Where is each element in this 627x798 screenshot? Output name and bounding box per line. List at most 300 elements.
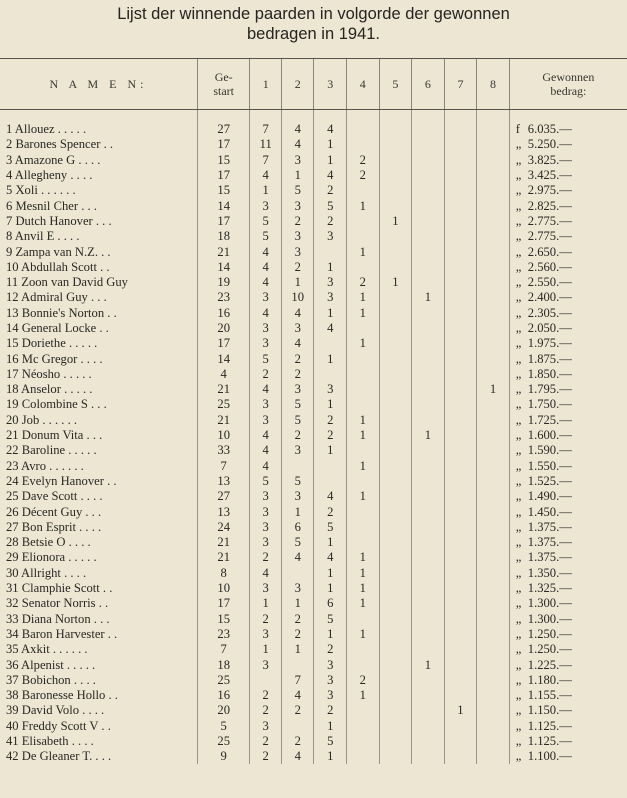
- place-1-cell: 3: [250, 198, 282, 213]
- place-5-cell: [379, 459, 412, 474]
- place-1-cell: 2: [250, 734, 282, 749]
- amount-value: 1.600.—: [527, 428, 572, 443]
- amount-cell: [509, 489, 627, 504]
- place-3-cell: 4: [314, 321, 347, 336]
- place-6-cell: [412, 214, 445, 229]
- place-5-cell: [379, 290, 412, 305]
- place-7-cell: [444, 336, 477, 351]
- table-row: [0, 474, 627, 489]
- place-6-cell: [412, 397, 445, 412]
- currency-mark: „: [515, 259, 522, 274]
- place-6-cell: 1: [412, 657, 445, 672]
- page-title: [0, 4, 627, 44]
- place-7-cell: [444, 443, 477, 458]
- place-8-cell: [477, 673, 510, 688]
- amount-value: 5.250.—: [527, 137, 572, 152]
- started-cell: 21: [197, 535, 250, 550]
- place-5-cell: [379, 657, 412, 672]
- place-8-cell: [477, 336, 510, 351]
- table-row: [0, 566, 627, 581]
- place-3-cell: [314, 336, 347, 351]
- amount-value: 1.725.—: [527, 412, 572, 427]
- header-place-3: 3: [314, 59, 347, 110]
- place-4-cell: 2: [347, 673, 380, 688]
- started-cell: 9: [197, 749, 250, 764]
- place-8-cell: [477, 504, 510, 519]
- horse-name-cell: 14 General Locke . .: [6, 321, 109, 335]
- table-row: [0, 367, 627, 382]
- place-4-cell: [347, 504, 380, 519]
- place-4-cell: 2: [347, 168, 380, 183]
- horse-name-cell: 23 Avro . . . . . .: [6, 458, 84, 473]
- place-7-cell: [444, 673, 477, 688]
- place-1-cell: 7: [250, 153, 282, 168]
- place-5-cell: [379, 673, 412, 688]
- horse-name-cell: 34 Baron Harvester . .: [6, 626, 118, 641]
- place-6-cell: [412, 168, 445, 183]
- place-3-cell: 5: [314, 198, 347, 213]
- place-4-cell: [347, 719, 380, 734]
- horse-name-cell: 17 Néosho . . . . .: [6, 366, 92, 381]
- place-7-cell: [444, 535, 477, 550]
- place-4-cell: 1: [347, 428, 380, 443]
- table-row: [0, 550, 627, 565]
- place-8-cell: [477, 198, 510, 213]
- currency-mark: „: [515, 397, 522, 412]
- table-row: [0, 504, 627, 519]
- place-2-cell: 4: [281, 110, 314, 138]
- place-8-cell: [477, 229, 510, 244]
- header-place-4: 4: [347, 59, 380, 110]
- place-7-cell: [444, 489, 477, 504]
- started-cell: 10: [197, 428, 250, 443]
- place-6-cell: [412, 137, 445, 152]
- place-4-cell: [347, 703, 380, 718]
- place-1-cell: 4: [250, 459, 282, 474]
- place-1-cell: [250, 673, 282, 688]
- table-row: [0, 581, 627, 596]
- place-6-cell: [412, 459, 445, 474]
- place-1-cell: 7: [250, 110, 282, 138]
- place-5-cell: [379, 198, 412, 213]
- place-8-cell: [477, 596, 510, 611]
- place-8-cell: [477, 183, 510, 198]
- amount-value: 1.750.—: [527, 397, 572, 412]
- place-8-cell: [477, 657, 510, 672]
- place-2-cell: 2: [281, 612, 314, 627]
- amount-value: 1.375.—: [527, 519, 572, 534]
- place-8-cell: [477, 351, 510, 366]
- place-2-cell: 4: [281, 137, 314, 152]
- started-cell: 18: [197, 657, 250, 672]
- started-cell: 8: [197, 566, 250, 581]
- place-6-cell: [412, 581, 445, 596]
- table-row: [0, 214, 627, 229]
- place-7-cell: [444, 459, 477, 474]
- currency-mark: „: [515, 703, 522, 718]
- place-2-cell: 5: [281, 397, 314, 412]
- amount-cell: [509, 351, 627, 366]
- currency-mark: „: [515, 718, 522, 733]
- currency-mark: „: [515, 657, 522, 672]
- currency-mark: „: [515, 428, 522, 443]
- place-2-cell: 4: [281, 550, 314, 565]
- amount-cell: [509, 566, 627, 581]
- place-7-cell: [444, 474, 477, 489]
- amount-cell: [509, 367, 627, 382]
- place-8-cell: [477, 566, 510, 581]
- horse-name-cell: 37 Bobichon . . . .: [6, 672, 96, 687]
- table-row: [0, 535, 627, 550]
- place-4-cell: 1: [347, 550, 380, 565]
- place-3-cell: 2: [314, 214, 347, 229]
- amount-value: 1.300.—: [527, 611, 572, 626]
- currency-mark: „: [515, 581, 522, 596]
- place-8-cell: [477, 260, 510, 275]
- place-7-cell: [444, 321, 477, 336]
- place-1-cell: 3: [250, 397, 282, 412]
- place-2-cell: 7: [281, 673, 314, 688]
- place-6-cell: [412, 673, 445, 688]
- place-5-cell: [379, 688, 412, 703]
- place-6-cell: [412, 351, 445, 366]
- place-7-cell: [444, 214, 477, 229]
- place-8-cell: [477, 474, 510, 489]
- place-8-cell: [477, 734, 510, 749]
- amount-value: 1.875.—: [527, 351, 572, 366]
- place-5-cell: [379, 137, 412, 152]
- place-2-cell: 5: [281, 535, 314, 550]
- amount-value: 1.525.—: [527, 473, 572, 488]
- started-cell: 16: [197, 688, 250, 703]
- table-row: [0, 443, 627, 458]
- table-row: [0, 321, 627, 336]
- place-2-cell: 3: [281, 153, 314, 168]
- place-3-cell: 1: [314, 397, 347, 412]
- place-8-cell: [477, 306, 510, 321]
- amount-cell: [509, 688, 627, 703]
- started-cell: 27: [197, 489, 250, 504]
- amount-cell: [509, 168, 627, 183]
- place-2-cell: 2: [281, 367, 314, 382]
- started-cell: 20: [197, 321, 250, 336]
- place-8-cell: [477, 749, 510, 764]
- table-row: [0, 168, 627, 183]
- amount-value: 1.795.—: [527, 382, 572, 397]
- place-2-cell: 2: [281, 260, 314, 275]
- started-cell: 4: [197, 367, 250, 382]
- horse-name-cell: 18 Anselor . . . . .: [6, 382, 93, 397]
- place-1-cell: 3: [250, 627, 282, 642]
- place-2-cell: 4: [281, 749, 314, 764]
- place-1-cell: 4: [250, 275, 282, 290]
- place-6-cell: [412, 535, 445, 550]
- started-cell: 10: [197, 581, 250, 596]
- place-2-cell: 5: [281, 183, 314, 198]
- amount-cell: [509, 397, 627, 412]
- horse-name-cell: 6 Mesnil Cher . . .: [6, 198, 97, 213]
- horse-name-cell: 30 Allright . . . .: [6, 565, 87, 580]
- table-row: [0, 290, 627, 305]
- amount-cell: [509, 443, 627, 458]
- place-1-cell: 3: [250, 321, 282, 336]
- place-3-cell: 1: [314, 581, 347, 596]
- currency-mark: „: [515, 688, 522, 703]
- horse-name-cell: 25 Dave Scott . . . .: [6, 489, 103, 504]
- place-7-cell: [444, 642, 477, 657]
- place-4-cell: 1: [347, 489, 380, 504]
- started-cell: 7: [197, 642, 250, 657]
- currency-mark: „: [515, 412, 522, 427]
- place-3-cell: 5: [314, 734, 347, 749]
- place-4-cell: [347, 321, 380, 336]
- place-7-cell: [444, 229, 477, 244]
- currency-mark: „: [515, 672, 522, 687]
- place-5-cell: [379, 428, 412, 443]
- amount-value: 6.035.—: [527, 122, 572, 137]
- place-7-cell: [444, 351, 477, 366]
- horse-name-cell: 27 Bon Esprit . . . .: [6, 519, 102, 534]
- place-1-cell: 3: [250, 489, 282, 504]
- place-6-cell: [412, 734, 445, 749]
- amount-cell: [509, 520, 627, 535]
- place-1-cell: 1: [250, 183, 282, 198]
- currency-mark: „: [515, 611, 522, 626]
- place-6-cell: [412, 183, 445, 198]
- horse-name-cell: 12 Admiral Guy . . .: [6, 290, 107, 305]
- currency-mark: „: [515, 642, 522, 657]
- amount-value: 1.450.—: [527, 504, 572, 519]
- place-5-cell: 1: [379, 275, 412, 290]
- place-6-cell: [412, 110, 445, 138]
- horse-name-cell: 28 Betsie O . . . .: [6, 535, 91, 550]
- place-7-cell: [444, 719, 477, 734]
- currency-mark: „: [515, 198, 522, 213]
- place-1-cell: 3: [250, 719, 282, 734]
- place-8-cell: [477, 214, 510, 229]
- horse-name-cell: 8 Anvil E . . . .: [6, 229, 80, 244]
- place-3-cell: [314, 244, 347, 259]
- place-1-cell: 3: [250, 413, 282, 428]
- place-3-cell: 2: [314, 183, 347, 198]
- place-2-cell: 3: [281, 382, 314, 397]
- place-8-cell: [477, 367, 510, 382]
- amount-value: 2.550.—: [527, 275, 572, 290]
- amount-value: 1.975.—: [527, 336, 572, 351]
- place-1-cell: 4: [250, 306, 282, 321]
- place-8-cell: [477, 137, 510, 152]
- place-3-cell: 4: [314, 168, 347, 183]
- place-4-cell: [347, 367, 380, 382]
- place-2-cell: 2: [281, 703, 314, 718]
- horse-name-cell: 40 Freddy Scott V . .: [6, 718, 111, 733]
- place-2-cell: 2: [281, 214, 314, 229]
- table-row: [0, 719, 627, 734]
- table-row: [0, 351, 627, 366]
- amount-cell: [509, 290, 627, 305]
- amount-value: 2.400.—: [527, 290, 572, 305]
- horse-name-cell: 22 Baroline . . . . .: [6, 443, 97, 458]
- currency-mark: „: [515, 351, 522, 366]
- started-cell: 25: [197, 397, 250, 412]
- header-amount-line-2: bedrag:: [550, 84, 587, 98]
- currency-mark: „: [515, 137, 522, 152]
- started-cell: 19: [197, 275, 250, 290]
- place-4-cell: 2: [347, 153, 380, 168]
- place-5-cell: [379, 397, 412, 412]
- started-cell: 17: [197, 137, 250, 152]
- place-2-cell: [281, 459, 314, 474]
- place-4-cell: [347, 183, 380, 198]
- place-7-cell: 1: [444, 703, 477, 718]
- place-2-cell: 1: [281, 168, 314, 183]
- header-amount: [509, 59, 627, 110]
- amount-value: 1.180.—: [527, 672, 572, 687]
- place-3-cell: [314, 474, 347, 489]
- amount-value: 1.155.—: [527, 688, 572, 703]
- started-cell: 21: [197, 382, 250, 397]
- header-started-line-2: start: [213, 84, 235, 98]
- title-line-2: bedragen in 1941.: [246, 25, 381, 43]
- horse-name-cell: 15 Doriethe . . . . .: [6, 336, 98, 351]
- horse-name-cell: 21 Donum Vita . . .: [6, 428, 103, 443]
- table-row: [0, 673, 627, 688]
- place-6-cell: [412, 688, 445, 703]
- header-place-2: 2: [281, 59, 314, 110]
- table-row: [0, 382, 627, 397]
- currency-mark: „: [515, 305, 522, 320]
- amount-cell: [509, 719, 627, 734]
- place-3-cell: 2: [314, 413, 347, 428]
- place-4-cell: [347, 229, 380, 244]
- place-5-cell: [379, 321, 412, 336]
- place-4-cell: [347, 397, 380, 412]
- started-cell: 23: [197, 627, 250, 642]
- place-3-cell: 3: [314, 657, 347, 672]
- place-3-cell: 2: [314, 428, 347, 443]
- place-2-cell: 1: [281, 642, 314, 657]
- place-4-cell: [347, 260, 380, 275]
- currency-mark: „: [515, 321, 522, 335]
- place-5-cell: [379, 183, 412, 198]
- place-2-cell: 2: [281, 734, 314, 749]
- currency-mark: „: [515, 734, 522, 749]
- horse-name-cell: 29 Elionora . . . . .: [6, 550, 97, 565]
- place-8-cell: [477, 153, 510, 168]
- started-cell: 18: [197, 229, 250, 244]
- place-5-cell: [379, 627, 412, 642]
- started-cell: 5: [197, 719, 250, 734]
- place-5-cell: [379, 504, 412, 519]
- currency-mark: „: [515, 596, 522, 611]
- amount-cell: [509, 657, 627, 672]
- place-2-cell: 3: [281, 229, 314, 244]
- place-4-cell: 1: [347, 244, 380, 259]
- place-1-cell: 3: [250, 535, 282, 550]
- place-2-cell: 3: [281, 489, 314, 504]
- horse-name-cell: 19 Colombine S . . .: [6, 397, 107, 412]
- started-cell: 24: [197, 520, 250, 535]
- amount-value: 1.590.—: [527, 443, 572, 458]
- place-8-cell: [477, 110, 510, 138]
- amount-value: 1.375.—: [527, 550, 572, 565]
- amount-value: 1.250.—: [527, 626, 572, 641]
- place-5-cell: [379, 581, 412, 596]
- place-4-cell: [347, 612, 380, 627]
- place-6-cell: [412, 749, 445, 764]
- amount-value: 1.550.—: [527, 458, 572, 473]
- place-1-cell: 4: [250, 260, 282, 275]
- currency-mark: „: [515, 626, 522, 641]
- table-row: [0, 275, 627, 290]
- place-8-cell: [477, 520, 510, 535]
- amount-cell: [509, 306, 627, 321]
- place-5-cell: [379, 229, 412, 244]
- started-cell: 21: [197, 244, 250, 259]
- place-4-cell: [347, 137, 380, 152]
- header-row: [0, 59, 627, 110]
- place-1-cell: 5: [250, 214, 282, 229]
- started-cell: 15: [197, 612, 250, 627]
- horse-name-cell: 36 Alpenist . . . . .: [6, 657, 96, 672]
- currency-mark: f: [515, 122, 520, 137]
- place-8-cell: [477, 688, 510, 703]
- place-3-cell: 5: [314, 612, 347, 627]
- place-1-cell: 11: [250, 137, 282, 152]
- place-3-cell: 1: [314, 535, 347, 550]
- place-5-cell: [379, 260, 412, 275]
- place-5-cell: [379, 734, 412, 749]
- amount-value: 1.325.—: [527, 581, 572, 596]
- place-8-cell: 1: [477, 382, 510, 397]
- horse-name-cell: 32 Senator Norris . .: [6, 596, 109, 611]
- table-row: [0, 413, 627, 428]
- amount-value: 2.775.—: [527, 229, 572, 244]
- started-cell: 14: [197, 198, 250, 213]
- started-cell: 17: [197, 336, 250, 351]
- place-5-cell: [379, 168, 412, 183]
- place-4-cell: [347, 749, 380, 764]
- place-5-cell: [379, 535, 412, 550]
- horse-name-cell: 33 Diana Norton . . .: [6, 611, 110, 626]
- place-4-cell: 1: [347, 627, 380, 642]
- amount-value: 1.490.—: [527, 489, 572, 504]
- place-1-cell: 4: [250, 382, 282, 397]
- place-6-cell: [412, 504, 445, 519]
- amount-cell: [509, 229, 627, 244]
- place-1-cell: 3: [250, 336, 282, 351]
- place-5-cell: [379, 413, 412, 428]
- place-8-cell: [477, 244, 510, 259]
- started-cell: 14: [197, 351, 250, 366]
- place-1-cell: 1: [250, 642, 282, 657]
- place-2-cell: 2: [281, 428, 314, 443]
- amount-cell: [509, 596, 627, 611]
- amount-value: 1.350.—: [527, 565, 572, 580]
- place-8-cell: [477, 413, 510, 428]
- place-5-cell: [379, 596, 412, 611]
- place-7-cell: [444, 612, 477, 627]
- currency-mark: „: [515, 213, 522, 228]
- place-1-cell: 4: [250, 566, 282, 581]
- started-cell: 16: [197, 306, 250, 321]
- place-7-cell: [444, 428, 477, 443]
- horse-name-cell: 42 De Gleaner T. . . .: [6, 749, 112, 764]
- place-2-cell: 5: [281, 474, 314, 489]
- started-cell: 15: [197, 183, 250, 198]
- table-row: [0, 489, 627, 504]
- horse-name-cell: 39 David Volo . . . .: [6, 703, 105, 718]
